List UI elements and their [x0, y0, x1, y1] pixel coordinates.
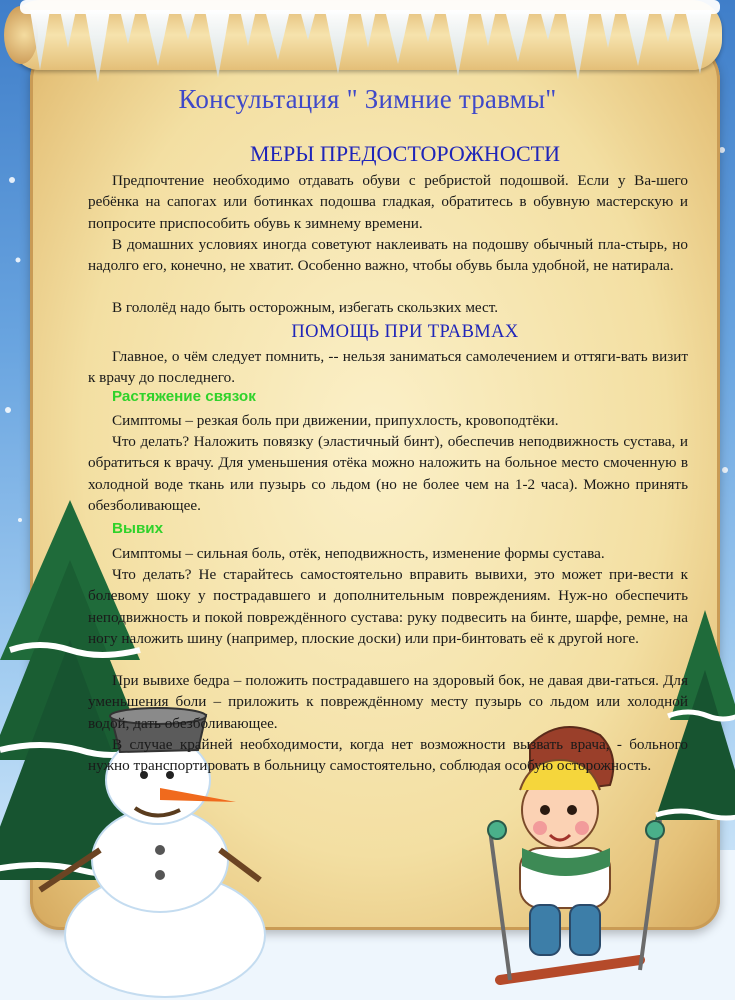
precaution-paragraph-3: В гололёд надо быть осторожным, избегать скользких мест.	[112, 299, 499, 316]
heading-help: ПОМОЩЬ ПРИ ТРАВМАХ	[291, 322, 519, 342]
dislocation-treatment: Что делать? Не старайтесь самостоятельно вправить вывихи, это может при-вести к болевому шоку у пострадавшего и дополнительным повреждениям. Нуж-но обеспечить неподвижность и покой повреждённого сустава: руку подвесить на бинте, шарфе, ремне, на ногу наложить шину (например, плоские доски) или при-бинтовать её к другой ноге.	[88, 566, 688, 647]
heading-precautions: МЕРЫ ПРЕДОСТОРОЖНОСТИ	[250, 141, 560, 166]
hip-dislocation-paragraph: При вывихе бедра – положить пострадавшего на здоровый бок, не давая дви-гаться. Для уменьшения боли – приложить к повреждённому месту пузырь со льдом или холодной водой, дать обезболивающее.	[88, 672, 688, 732]
page-title: Консультация " Зимние травмы"	[178, 84, 557, 114]
sprain-symptoms: Симптомы – резкая боль при движении, припухлость, кровоподтёки.	[112, 412, 559, 429]
dislocation-symptoms: Симптомы – сильная боль, отёк, неподвижность, изменение формы сустава.	[112, 545, 605, 562]
emergency-paragraph: В случае крайней необходимости, когда нет возможности вызвать врача, - больного нужно транспортировать в больницу самостоятельно, соблюдая особую осторожность.	[88, 736, 688, 775]
precaution-paragraph-2: В домашних условиях иногда советуют наклеивать на подошву обычный пла-стырь, но надолго его, конечно, не хватит. Особенно важно, чтобы обувь была удобной, не натирала.	[88, 236, 688, 275]
sprain-treatment: Что делать? Наложить повязку (эластичный бинт), обеспечив неподвижность сустава, и обратиться к врачу. Для уменьшения отёка можно наложить на больное место смоченную в холодной воде ткань или пузырь со льдом (но не более чем на 1-2 часа). Можно принять обезболивающее.	[88, 433, 688, 514]
sprain-title: Растяжение связок	[112, 388, 256, 405]
precaution-paragraph-1: Предпочтение необходимо отдавать обуви с ребристой подошвой. Если у Ва-шего ребёнка на сапогах или ботинках подошва гладкая, обратитесь в обувную мастерскую и попросите приспособить обувь к зимнему времени.	[88, 172, 688, 232]
dislocation-title: Вывих	[112, 520, 164, 537]
help-intro-paragraph: Главное, о чём следует помнить, -- нельзя заниматься самолечением и оттяги-вать визит к врачу до последнего.	[88, 348, 688, 387]
